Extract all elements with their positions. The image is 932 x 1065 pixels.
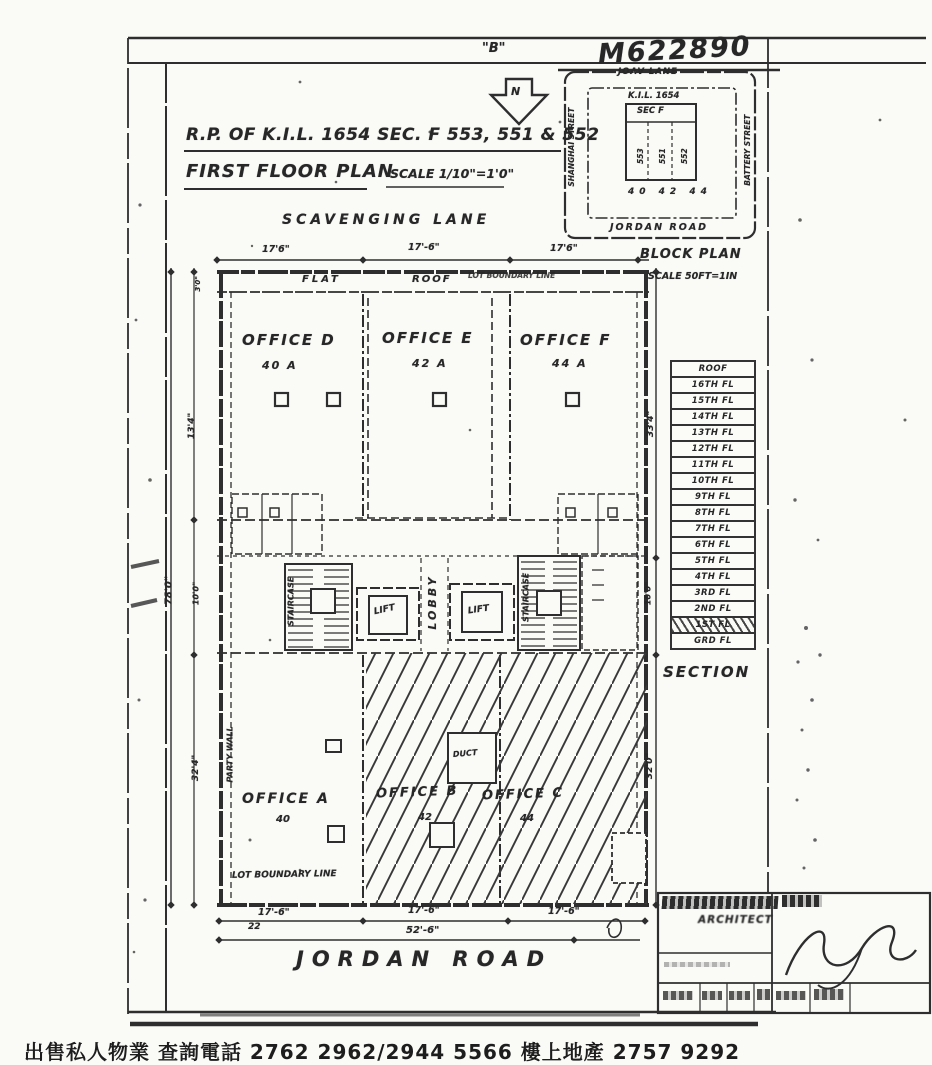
dim-label: 3'0" [194, 276, 203, 292]
dim-label: 32'0" [645, 752, 656, 780]
lot-boundary-top-label: LOT BOUNDARY LINE [468, 271, 556, 280]
dim-label: 33'4" [646, 410, 657, 438]
office-c-area: 44 [520, 813, 534, 824]
section-floor-row: 14TH FL [670, 408, 756, 426]
section-floor-row: 16TH FL [670, 376, 756, 394]
drawing-title-scale: SCALE 1/10"=1'0" [390, 166, 515, 181]
title-block-smudge [663, 991, 693, 1000]
reference-number: M622890 [597, 31, 753, 70]
section-floor-row: 6TH FL [670, 536, 756, 554]
office-d-area: 40 A [262, 359, 298, 372]
office-a-label: OFFICE A [242, 791, 330, 807]
party-wall-label: PARTY WALL [225, 726, 235, 783]
blockplan-right-street-label: BATTERY STREET [742, 114, 752, 186]
section-floor-row: ROOF [670, 360, 756, 378]
blockplan-road-label: JORDAN ROAD [610, 222, 709, 233]
dim-label: 17'-6" [408, 905, 440, 916]
title-block-smudge [664, 962, 730, 967]
blockplan-top-lane-label: JOAV LANE [618, 67, 678, 77]
section-floor-row: 2ND FL [670, 600, 756, 618]
office-f-label: OFFICE F [520, 331, 612, 349]
scavenging-lane-label: SCAVENGING LANE [282, 212, 491, 228]
jordan-road-label: JORDAN ROAD [296, 947, 553, 971]
section-floor-row: 5TH FL [670, 552, 756, 570]
section-floor-row: 10TH FL [670, 472, 756, 490]
blockplan-lot-number: 551 [657, 148, 667, 164]
blockplan-section-label: SEC F [637, 106, 664, 116]
drawing-title-line2: FIRST FLOOR PLAN [186, 161, 394, 182]
blockplan-house-numbers: 40 42 44 [628, 187, 712, 197]
lot-boundary-bottom-label: LOT BOUNDARY LINE [231, 869, 337, 881]
signature [786, 926, 916, 988]
office-b-area: 42 [418, 812, 432, 823]
section-floor-row: 11TH FL [670, 456, 756, 474]
section-floor-row-highlighted: 1ST FL [670, 616, 756, 634]
architect-label: ARCHITECT [698, 914, 773, 926]
section-floor-row: 7TH FL [670, 520, 756, 538]
title-block-smudge [729, 991, 750, 1000]
section-table [670, 360, 756, 650]
lobby-label: LOBBY [425, 574, 439, 630]
north-label: N [511, 85, 521, 98]
title-block-smudge [757, 989, 770, 1000]
dim-label: 17'6" [550, 243, 578, 254]
duct-label: DUCT [452, 747, 478, 760]
lift-right-label: LIFT [467, 603, 490, 617]
office-f-area: 44 A [552, 357, 588, 370]
flat-roof-label-flat: FLAT [302, 274, 341, 285]
drawing-title-line1: R.P. OF K.I.L. 1654 SEC. F 553, 551 & 552 [186, 125, 600, 145]
flat-roof-label-roof: ROOF [412, 274, 452, 285]
section-caption: SECTION [663, 663, 751, 681]
dim-label: 17'-6" [548, 906, 580, 917]
office-b-label: OFFICE B [375, 783, 459, 802]
title-block-smudge [814, 989, 844, 1000]
dim-label: 78'0" [163, 575, 175, 606]
sheet-label: "B" [482, 41, 506, 56]
section-floor-row: 12TH FL [670, 440, 756, 458]
office-a-area: 40 [276, 814, 290, 825]
section-floor-row: 15TH FL [670, 392, 756, 410]
title-block-smudge [776, 991, 806, 1000]
section-floor-row: 4TH FL [670, 568, 756, 586]
blockplan-lot-number: 552 [679, 148, 689, 164]
title-block-smudge [702, 991, 722, 1000]
hatch-area [326, 653, 647, 904]
office-e-label: OFFICE E [382, 329, 474, 347]
dim-label: 17'-6" [408, 242, 440, 253]
section-floor-row: 9TH FL [670, 488, 756, 506]
title-block-smudge [662, 896, 779, 909]
section-floor-row: 3RD FL [670, 584, 756, 602]
dim-label: 17'6" [262, 244, 290, 255]
staircase-left-label: STAIRCASE [286, 576, 296, 627]
blockplan-left-street-label: SHANGHAI STREET [566, 107, 576, 187]
cutoff-footer-text: 出售私人物業 查詢電話 2762 2962/2944 5566 樓上地產 2757 9292 [24, 1040, 741, 1064]
office-d-label: OFFICE D [242, 331, 336, 349]
blockplan-scale: SCALE 50FT=1IN [648, 271, 738, 282]
section-floor-row: GRD FL [670, 632, 756, 650]
dim-label: 13'4" [187, 412, 198, 440]
title-block-smudge [782, 895, 822, 907]
section-floor-row: 8TH FL [670, 504, 756, 522]
dim-note: 22 [248, 922, 261, 932]
blockplan-lot-label: K.I.L. 1654 [628, 91, 680, 101]
office-c-label: OFFICE C [481, 785, 565, 804]
dim-label: 17'-6" [258, 907, 290, 918]
lift-left-label: LIFT [372, 602, 396, 618]
office-e-area: 42 A [412, 357, 448, 370]
dim-label: 32'4" [191, 754, 202, 782]
dim-label: 10'0" [643, 581, 653, 606]
dim-total-label: 52'-6" [406, 925, 440, 936]
blockplan-lot-number: 553 [635, 148, 645, 164]
blockplan-caption: BLOCK PLAN [640, 247, 742, 262]
staircase-right-label: STAIRCASE [521, 572, 531, 623]
dim-label: 10'0" [191, 581, 201, 606]
section-floor-row: 13TH FL [670, 424, 756, 442]
